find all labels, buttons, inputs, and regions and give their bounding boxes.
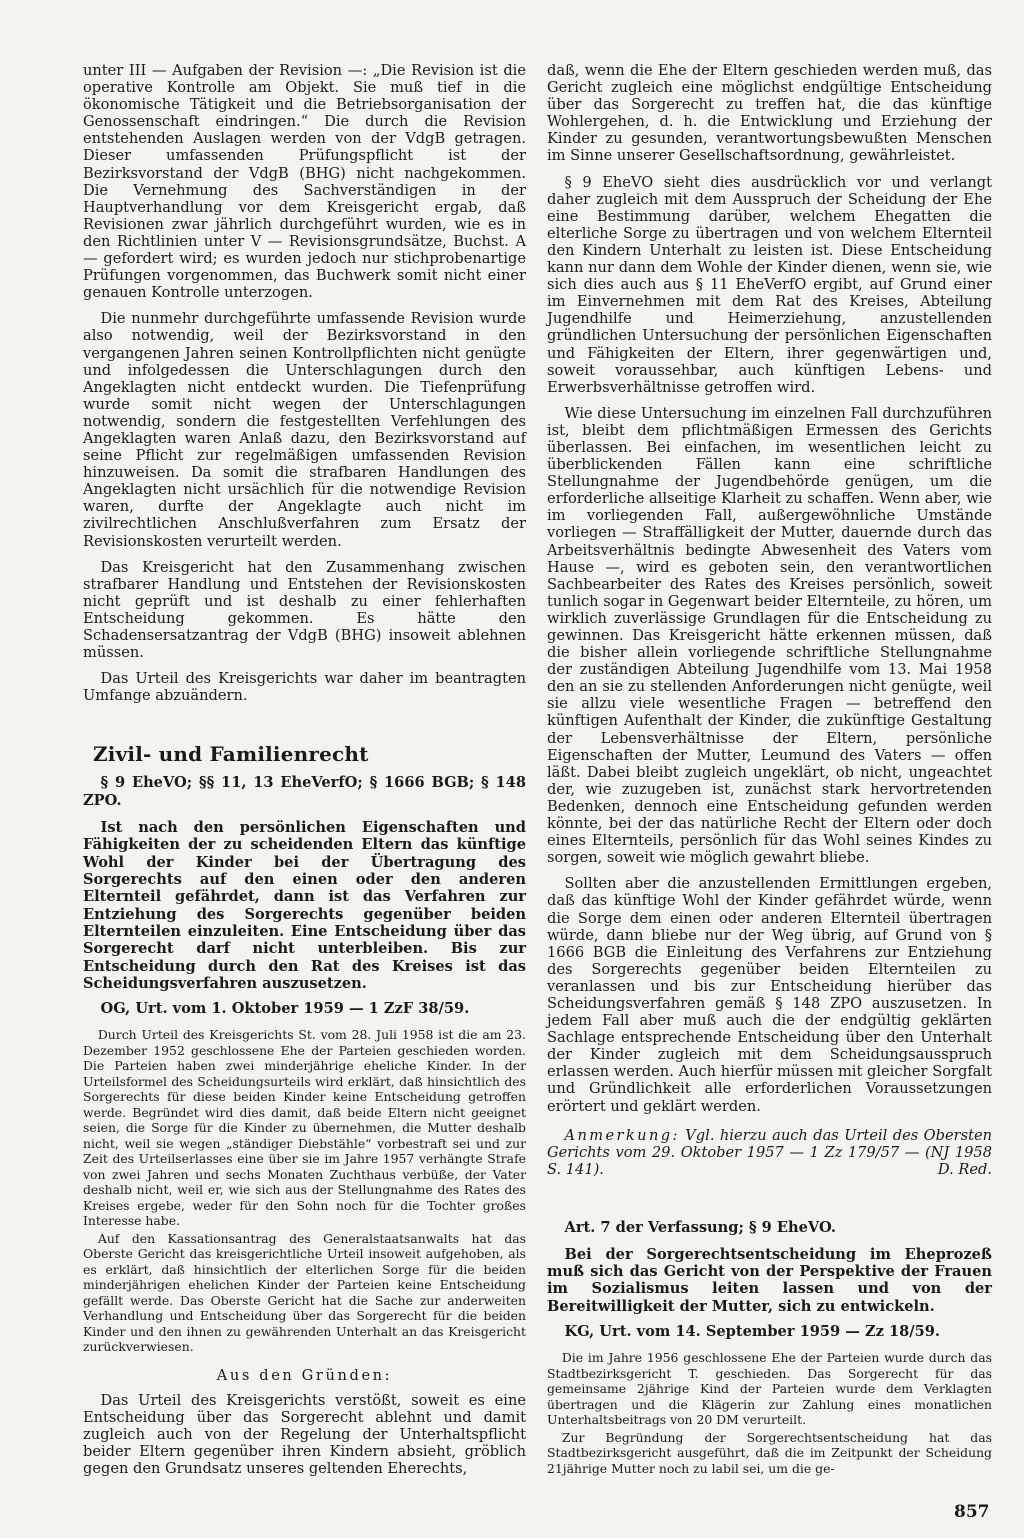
- paragraph: unter III — Aufgaben der Revision —: „Die Revision ist die operative Kontrolle am Objekt. Sie muß tief in die ökonomische Tätigkeit und die Betriebsorganisation der Genossenschaft eindringen.“ Die durch die Revision entstehenden Auslagen werden von der VdgB getragen. Dieser umfassenden Prüfungspflicht ist der Bezirksvorstand der VdgB (BHG) nicht nachgekommen. Die Vernehmung des Sachverständigen in der Hauptverhandlung vor dem Kreisgericht ergab, daß Revisionen zwar jährlich durchgeführt wurden, wie es in den Richtlinien unter V — Revisionsgrundsätze, Buchst. A — gefordert wird; es wurden jedoch nur stichprobenartige Prüfungen vorgenommen, das Buchwerk somit nicht einer genauen Kontrolle unterzogen.: [83, 62, 526, 302]
- note-text: Vgl. hierzu auch das Urteil des Obersten Gerichts vom 29. Oktober 1957 — 1 Zz 179/57 — (NJ 1958 S. 141).: [547, 1126, 992, 1179]
- headnote: Bei der Sorgerechtsentscheidung im Eheprozeß muß sich das Gericht von der Perspektive der Frauen im Sozialismus leiten lassen und von der Bereitwilligkeit der Mutter, sich zu entwickeln.: [547, 1245, 992, 1315]
- paragraph: daß, wenn die Ehe der Eltern geschieden werden muß, das Gericht zugleich eine möglichst endgültige Entscheidung über das Sorgerecht zu treffen hat, die das künftige Wohlergehen, d. h. die Entwicklung und Erziehung der Kinder zu gesunden, verantwortungsbewußten Menschen im Sinne unserer Gesellschaftsordnung, gewährleistet.: [547, 62, 992, 165]
- paragraph: Das Kreisgericht hat den Zusammenhang zwischen strafbarer Handlung und Entstehen der Revisionskosten nicht geprüft und ist deshalb zu einer fehlerhaften Entscheidung gekommen. Es hätte den Schadensersatzantrag der VdgB (BHG) insoweit ablehnen müssen.: [83, 558, 526, 662]
- legal-citation: Art. 7 der Verfassung; § 9 EheVO.: [564, 1218, 836, 1236]
- facts-paragraph: Die im Jahre 1956 geschlossene Ehe der Parteien wurde durch das Stadtbezirksgericht T. geschieden. Das Sorgerecht für das gemeinsame 2jährige Kind der Parteien wurde dem Verklagten übertragen und die Klägerin zur Zahlung eines monatlichen Unterhaltsbeitrags von 20 DM verurteilt.: [547, 1350, 992, 1428]
- paragraph: Das Urteil des Kreisgerichts war daher im beantragten Umfange abzuändern.: [83, 670, 526, 705]
- paragraph: Wie diese Untersuchung im einzelnen Fall durchzuführen ist, bleibt dem pflichtmäßigen Ermessen des Gerichts überlassen. Bei einfachen, im wesentlichen leicht zu überblickenden Fällen kann eine schriftliche Stellungnahme der Jugendbehörde genügen, um die erforderliche allseitige Klarheit zu schaffen. Wenn aber, wie im vorliegenden Fall, außergewöhnliche Umstände vorliegen — Straffälligkeit der Mutter, dauernde durch das Arbeitsverhältnis bedingte Abwesenheit des Vaters vom Hause —, wird es geboten sein, den verantwortlichen Sachbearbeiter des Rates des Kreises persönlich, soweit tunlich sogar in Gegenwart beider Elternteile, zu hören, um wirklich zuverlässige Grundlagen für die Entscheidung zu gewinnen. Das Kreisgericht hätte erkennen müssen, daß die bisher allein vorliegende schriftliche Stellungnahme der zuständigen Abteilung Jugendhilfe vom 13. Mai 1958 den an sie zu stellenden Anforderungen nicht genügte, weil sie allzu viele wesentliche Fragen — betreffend den künftigen Aufenthalt der Kinder, die zukünftige Gestaltung der Lebensverhältnisse der Eltern, persönliche Eigenschaften der Mutter, Leumund des Vaters — offen läßt. Dabei bleibt zugleich ungeklärt, ob nicht, ungeachtet der, wie zuzugeben ist, zunächst stark hervortretenden Bedenken, dennoch eine Entscheidung gefunden werden könnte, bei der das natürliche Recht der Eltern oder doch eines Elternteils, persönlich für das Wohl seines Kindes zu sorgen, soweit wie möglich gewahrt bliebe.: [547, 404, 992, 867]
- court-reference: OG, Urt. vom 1. Oktober 1959 — 1 ZzF 38/59.: [100, 1000, 470, 1018]
- right-column: [547, 62, 992, 1476]
- paragraph: Sollten aber die anzustellenden Ermittlungen ergeben, daß das künftige Wohl der Kinder gefährdet würde, wenn die Sorge dem einen oder anderen Elternteil übertragen würde, dann bliebe nur der Weg übrig, auf Grund von § 1666 BGB die Einleitung des Verfahrens zur Entziehung des Sorgerechts gegenüber beiden Elternteilen zu veranlassen und bis zur Entscheidung hierüber das Scheidungsverfahren gemäß § 148 ZPO auszusetzen. In jedem Fall aber muß auch die der endgültig geklärten Sachlage entsprechende Entscheidung über den Unterhalt der Kinder zugleich mit dem Scheidungsausspruch erlassen werden. Auch hierfür müssen mit gleicher Sorgfalt und Gründlichkeit alle erforderlichen Voraussetzungen erörtert und geklärt werden.: [547, 875, 992, 1115]
- paragraph: Das Urteil des Kreisgerichts verstößt, soweit es eine Entscheidung über das Sorgerecht ablehnt und damit zugleich auch von der Regelung der Unterhaltspflicht beider Eltern gegenüber ihren Kindern absieht, gröblich gegen den Grundsatz unseres geltenden Eherechts,: [83, 1391, 526, 1478]
- page-number: 857: [954, 1502, 990, 1522]
- legal-citation: § 9 EheVO; §§ 11, 13 EheVerfO; § 1666 BGB; § 148 ZPO.: [83, 774, 526, 809]
- grounds-heading: Aus den Gründen:: [216, 1366, 393, 1384]
- facts-paragraph: Durch Urteil des Kreisgerichts St. vom 28. Juli 1958 ist die am 23. Dezember 1952 geschlossene Ehe der Parteien geschieden worden. Die Parteien haben zwei minderjährige eheliche Kinder. In der Urteilsformel des Scheidungsurteils wird erklärt, daß hinsichtlich des Sorgerechts für diese beiden Kinder keine Entscheidung getroffen werde. Begründet wird dies damit, daß beide Eltern nicht geeignet seien, die Sorge für die Kinder zu übernehmen, die Mutter deshalb nicht, weil sie wegen „ständiger Diebstähle“ vorbestraft sei und zur Zeit des Urteilserlasses eine über sie im Jahre 1957 verhängte Strafe von zwei Jahren und sechs Monaten Zuchthaus verbüße, der Vater deshalb nicht, weil er, wie sich aus der Stellungnahme des Rates des Kreises ergebe, weder für den Sohn noch für die Tochter großes Interesse habe.: [83, 1027, 526, 1229]
- note-signature: D. Red.: [937, 1161, 992, 1179]
- paragraph: § 9 EheVO sieht dies ausdrücklich vor und verlangt daher zugleich mit dem Ausspruch der Scheidung der Ehe eine Bestimmung darüber, welchem Ehegatten die elterliche Sorge zu übertragen und von welchem Elternteil den Kindern Unterhalt zu leisten ist. Diese Entscheidung kann nur dann dem Wohle der Kinder dienen, wenn sie, wie sich dies auch aus § 11 EheVerfO ergibt, auf Grund einer im Einvernehmen mit dem Rat des Kreises, Abteilung Jugendhilfe und Heimerziehung, anzustellenden gründlichen Untersuchung der persönlichen Eigenschaften und Fähigkeiten der Eltern, ihrer gegenwärtigen und, soweit voraussehbar, auch künftigen Lebens- und Erwerbsverhältnisse getroffen wird.: [547, 173, 992, 396]
- editorial-note: [547, 1127, 992, 1179]
- facts-paragraph: Zur Begründung der Sorgerechtsentscheidung hat das Stadtbezirksgericht ausgeführt, daß die im Zeitpunkt der Scheidung 21jährige Mutter noch zu labil sei, um die ge-: [547, 1429, 992, 1476]
- court-reference: KG, Urt. vom 14. September 1959 — Zz 18/59.: [564, 1323, 941, 1340]
- paragraph: Die nunmehr durchgeführte umfassende Revision wurde also notwendig, weil der Bezirksvorstand in den vergangenen Jahren seinen Kontrollpflichten nicht genügte und infolgedessen die Unterschlagungen durch den Angeklagten nicht entdeckt wurden. Die Tiefenprüfung wurde somit nicht wegen der Unterschlagungen notwendig, sondern die festgestellten Verfehlungen des Angeklagten waren Anlaß dazu, den Bezirksvorstand auf seine Pflicht zur regelmäßigen umfassenden Revision hinzuweisen. Da somit die strafbaren Handlungen des Angeklagten nicht ursächlich für die notwendige Revision waren, durfte der Angeklagte auch nicht im zivilrechtlichen Anschlußverfahren zum Ersatz der Revisionskosten verurteilt werden.: [83, 310, 526, 550]
- section-title: Zivil- und Familienrecht: [93, 742, 369, 767]
- facts-paragraph: Auf den Kassationsantrag des Generalstaatsanwalts hat das Oberste Gericht das kreisgerichtliche Urteil insoweit aufgehoben, als es erklärt, daß hinsichtlich der elterlichen Sorge für die beiden minderjährigen ehelichen Kinder der Parteien keine Entscheidung gefällt werde. Das Oberste Gericht hat die Sache zur anderweiten Verhandlung und Entscheidung über das Sorgerecht für die beiden Kinder und den ihnen zu gewährenden Unterhalt an das Kreisgericht zurückverwiesen.: [83, 1230, 526, 1355]
- note-label: Anmerkung:: [564, 1126, 680, 1144]
- headnote: Ist nach den persönlichen Eigenschaften und Fähigkeiten der zu scheidenden Eltern das künftige Wohl der Kinder bei der Übertragung des Sorgerechts auf den einen oder den anderen Elternteil gefährdet, dann ist das Verfahren zur Entziehung des Sorgerechts gegenüber beiden Elternteilen einzuleiten. Eine Entscheidung über das Sorgerecht darf nicht unterbleiben. Bis zur Entscheidung durch den Rat des Kreises ist das Scheidungsverfahren auszusetzen.: [83, 819, 526, 992]
- left-column: [83, 62, 526, 1477]
